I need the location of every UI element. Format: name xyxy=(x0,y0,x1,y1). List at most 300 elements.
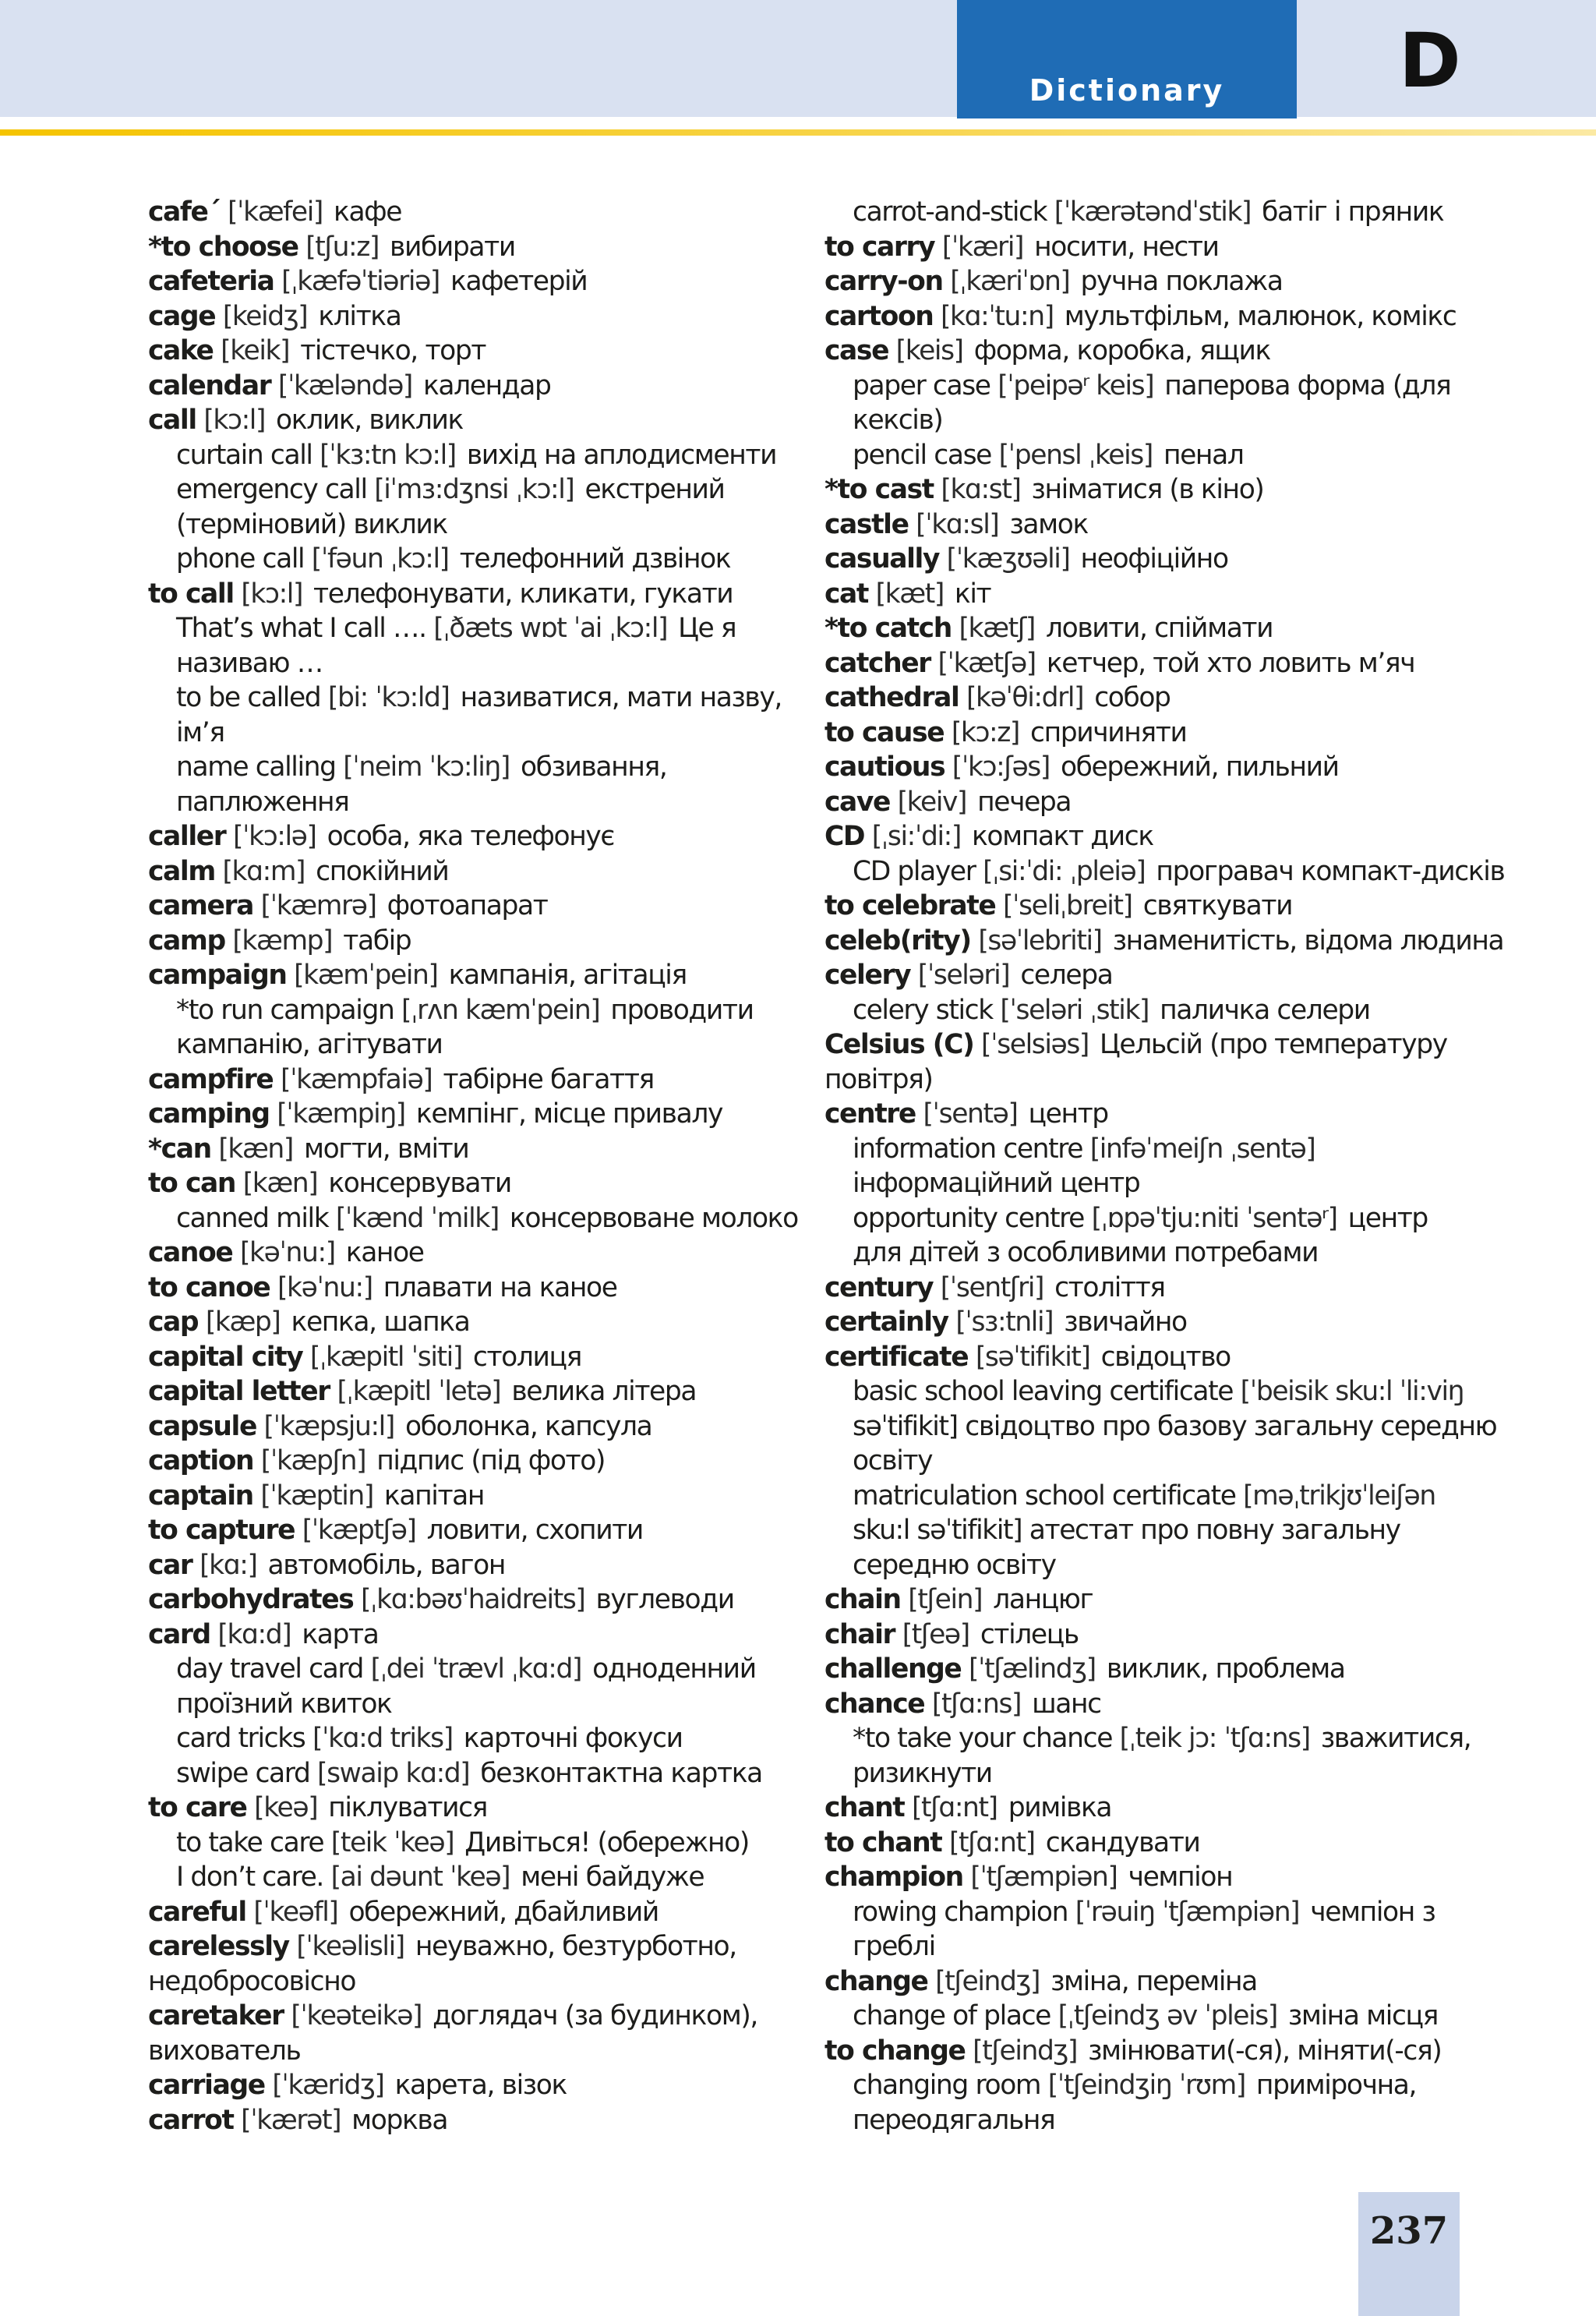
headword: cap xyxy=(148,1307,199,1338)
translation: особа, яка телефонує xyxy=(327,821,614,852)
sub-headword: changing room xyxy=(853,2070,1041,2101)
headword: to canoe xyxy=(148,1271,270,1303)
transcription: [ˈkænd ˈmilk] xyxy=(335,1202,499,1234)
transcription: [tʃɑ:nt] xyxy=(911,1792,998,1823)
sub-headword: opportunity centre xyxy=(853,1202,1084,1234)
sub-entry xyxy=(824,1895,1510,1930)
dictionary-entry xyxy=(148,1479,834,1514)
headword: carrot xyxy=(148,2104,234,2136)
entry-continuation: інформаційний центр xyxy=(853,1168,1140,1199)
dictionary-entry xyxy=(824,507,1510,543)
section-letter: D xyxy=(1399,17,1461,104)
transcription: [tʃɑ:ns] xyxy=(931,1688,1022,1720)
translation: знаменитість, відома людина xyxy=(1112,925,1504,956)
translation: святкувати xyxy=(1142,890,1293,921)
entry-continuation: середню освіту xyxy=(853,1549,1056,1581)
translation: каное xyxy=(345,1237,424,1268)
dictionary-entry xyxy=(148,1271,834,1306)
headword: camping xyxy=(148,1098,270,1130)
dictionary-entry xyxy=(148,1582,834,1618)
translation: проводити xyxy=(610,994,754,1026)
translation: чемпіон з xyxy=(1310,1896,1435,1928)
dictionary-entry xyxy=(148,230,834,265)
translation: могти, вміти xyxy=(303,1133,469,1165)
transcription: [ˌkɑ:bəʊˈhaidreits] xyxy=(361,1584,585,1615)
translation: доглядач (за будинком), xyxy=(433,2000,757,2031)
transcription: [kɔ:l] xyxy=(241,578,303,610)
sub-headword: I don’t care. xyxy=(176,1862,324,1893)
headword: caller xyxy=(148,821,226,852)
translation: мені байдуже xyxy=(521,1862,704,1893)
translation: кетчер, той хто ловить м’яч xyxy=(1046,647,1415,679)
dictionary-entry xyxy=(824,681,1510,716)
translation: капітан xyxy=(383,1480,485,1512)
sub-headword: matriculation school certificate xyxy=(853,1480,1236,1512)
sub-entry xyxy=(824,1374,1510,1409)
sub-entry xyxy=(148,681,834,716)
translation: Це я xyxy=(678,613,736,644)
transcription: [ˌdei ˈtrævl ˌkɑ:d] xyxy=(370,1653,582,1685)
translation: носити, нести xyxy=(1034,231,1219,263)
dictionary-entry xyxy=(148,403,834,438)
headword: cage xyxy=(148,300,216,332)
dictionary-entry xyxy=(148,1513,834,1548)
transcription: [ˈsentə] xyxy=(923,1098,1018,1130)
translation: римівка xyxy=(1008,1792,1112,1823)
translation: ланцюг xyxy=(993,1584,1093,1615)
transcription: [ˈneim ˈkɔ:liŋ] xyxy=(343,751,510,783)
dictionary-entry xyxy=(148,924,834,959)
translation: кампанія, агітація xyxy=(448,960,687,991)
translation: шанс xyxy=(1032,1688,1101,1720)
translation: виклик, проблема xyxy=(1106,1653,1345,1685)
translation: телефонний дзвінок xyxy=(459,543,731,575)
dictionary-entry xyxy=(824,924,1510,959)
sub-headword: curtain call xyxy=(176,439,312,471)
dictionary-entry xyxy=(824,646,1510,681)
headword: to can xyxy=(148,1168,236,1199)
sub-headword: day travel card xyxy=(176,1653,364,1685)
headword: casually xyxy=(824,543,940,575)
translation: кемпінг, місце привалу xyxy=(415,1098,722,1130)
transcription: [ˈkæridʒ] xyxy=(272,2070,384,2101)
headword: certainly xyxy=(824,1307,948,1338)
headword: castle xyxy=(824,508,909,540)
sub-headword: change of place xyxy=(853,2000,1050,2031)
transcription: [ˌtʃeindʒ əv ˈpleis] xyxy=(1058,2000,1277,2031)
entry-continuation: повітря) xyxy=(824,1063,933,1095)
dictionary-entry xyxy=(824,334,1510,369)
headword: capital city xyxy=(148,1341,303,1373)
transcription: [ˈkæʒʊəli] xyxy=(946,543,1070,575)
dictionary-entry xyxy=(824,230,1510,265)
transcription: [ˌkæfəˈtiəriə] xyxy=(281,266,440,297)
translation: вихід на аплодисменти xyxy=(466,439,777,471)
headword: caption xyxy=(148,1445,254,1476)
transcription: [kɔ:z] xyxy=(951,716,1019,748)
translation: підпис (під фото) xyxy=(376,1445,606,1476)
translation: кепка, шапка xyxy=(291,1307,470,1338)
transcription: [ˈkɔ:lə] xyxy=(232,821,316,852)
headword: CD xyxy=(824,821,865,852)
dictionary-entry xyxy=(148,958,834,993)
headword: certificate xyxy=(824,1341,969,1373)
dictionary-entry xyxy=(148,1166,834,1201)
dictionary-entry xyxy=(148,577,834,612)
translation: фотоапарат xyxy=(387,890,548,921)
transcription: [ˈbeisik sku:l ˈli:viŋ xyxy=(1240,1376,1464,1407)
translation: карта xyxy=(302,1618,379,1650)
translation: століття xyxy=(1054,1271,1165,1303)
headword: carry-on xyxy=(824,266,943,297)
dictionary-entry xyxy=(148,334,834,369)
headword: champion xyxy=(824,1862,963,1893)
dictionary-entry xyxy=(148,299,834,334)
dictionary-entry xyxy=(148,369,834,404)
translation: Цельсій (про температуру xyxy=(1100,1029,1447,1060)
headword: cave xyxy=(824,786,891,818)
dictionary-entry xyxy=(824,299,1510,334)
sub-headword: rowing champion xyxy=(853,1896,1068,1928)
transcription: [səˈtifikit] xyxy=(975,1341,1090,1373)
sub-entry xyxy=(148,542,834,577)
translation: обережний, дбайливий xyxy=(348,1896,659,1928)
headword: cautious xyxy=(824,751,945,783)
translation: морква xyxy=(351,2104,448,2136)
transcription: [kæmp] xyxy=(232,925,333,956)
headword: *to catch xyxy=(824,613,952,644)
headword: carelessly xyxy=(148,1931,289,1962)
headword: caretaker xyxy=(148,2000,284,2031)
translation: одноденний xyxy=(592,1653,756,1685)
transcription: [tʃeindʒ] xyxy=(935,1965,1040,1997)
transcription: [ˈkæfei] xyxy=(227,196,323,228)
transcription: [ˈtʃælindʒ] xyxy=(968,1653,1096,1685)
headword: chant xyxy=(824,1792,905,1823)
sub-entry xyxy=(148,1826,834,1861)
translation: велика літера xyxy=(511,1376,697,1407)
transcription: [ˌðæts wɒt ˈai ˌkɔ:l] xyxy=(433,613,668,644)
transcription: [ai dəunt ˈkeə] xyxy=(330,1862,510,1893)
transcription: [ˈkæmrə] xyxy=(260,890,376,921)
sub-entry xyxy=(824,1999,1510,2034)
headword: centre xyxy=(824,1098,916,1130)
transcription: [swaip kɑ:d] xyxy=(317,1757,470,1789)
transcription: [infəˈmeiʃn ˌsentə] xyxy=(1089,1133,1315,1165)
transcription: [ˈkɔ:ʃəs] xyxy=(952,751,1050,783)
sub-headword: celery stick xyxy=(853,994,993,1026)
transcription: [ˈpensl ˌkeis] xyxy=(998,439,1153,471)
transcription: [ˈkeəteikə] xyxy=(291,2000,422,2031)
headword: calendar xyxy=(148,369,271,401)
transcription: [ˈkɑ:d triks] xyxy=(312,1723,453,1754)
headword: cartoon xyxy=(824,300,934,332)
translation: центр xyxy=(1347,1202,1428,1234)
translation: тістечко, торт xyxy=(300,335,486,366)
transcription: [kəˈnu:] xyxy=(239,1237,335,1268)
transcription: [ˌrʌn kæmˈpein] xyxy=(401,994,600,1026)
transcription: [ˈkæmpiŋ] xyxy=(277,1098,405,1130)
translation: табірне багаття xyxy=(443,1063,654,1095)
transcription: [ˈrəuiŋ ˈtʃæmpiən] xyxy=(1075,1896,1300,1928)
translation: центр xyxy=(1028,1098,1108,1130)
transcription: [ˈkætʃə] xyxy=(937,647,1036,679)
transcription: [ˈkæmpfaiə] xyxy=(281,1063,433,1095)
headword: canoe xyxy=(148,1237,233,1268)
translation: обзивання, xyxy=(520,751,667,783)
translation: календар xyxy=(422,369,551,401)
transcription: [ˈsɜ:tnli] xyxy=(955,1307,1054,1338)
translation: ловити, схопити xyxy=(426,1515,643,1546)
dictionary-entry xyxy=(148,264,834,299)
headword: campaign xyxy=(148,960,287,991)
transcription: [keis] xyxy=(895,335,963,366)
headword: to chant xyxy=(824,1826,942,1858)
dictionary-entry xyxy=(148,1444,834,1479)
sub-entry xyxy=(148,1721,834,1756)
headword: car xyxy=(148,1549,192,1581)
page-number: 237 xyxy=(1369,2209,1449,2253)
translation: скандувати xyxy=(1045,1826,1200,1858)
sub-entry xyxy=(824,1201,1510,1236)
dictionary-entry xyxy=(148,1340,834,1375)
headword: card xyxy=(148,1618,210,1650)
translation: оболонка, капсула xyxy=(404,1410,652,1442)
headword: catcher xyxy=(824,647,930,679)
headword: challenge xyxy=(824,1653,962,1685)
sub-headword: canned milk xyxy=(176,1202,329,1234)
translation: неофіційно xyxy=(1080,543,1228,575)
transcription: [kɑ:] xyxy=(200,1549,257,1581)
transcription: [keik] xyxy=(221,335,290,366)
transcription: [ˈkæpʃn] xyxy=(260,1445,366,1476)
transcription: [keiv] xyxy=(897,786,967,818)
dictionary-entry xyxy=(148,1374,834,1409)
transcription: [ˌsi:ˈdi:] xyxy=(871,821,961,852)
transcription: [ˈselsiəs] xyxy=(981,1029,1089,1060)
dictionary-entry xyxy=(148,2068,834,2103)
dictionary-entry xyxy=(148,1305,834,1340)
translation: ловити, спіймати xyxy=(1045,613,1273,644)
headword: to change xyxy=(824,2035,966,2067)
headword: celeb(rity) xyxy=(824,925,971,956)
translation: собор xyxy=(1094,682,1171,713)
section-title: Dictionary xyxy=(1029,73,1225,108)
translation: чемпіон xyxy=(1128,1862,1233,1893)
transcription: [tʃein] xyxy=(908,1584,983,1615)
translation: неуважно, безтурботно, xyxy=(415,1931,736,1962)
dictionary-entry xyxy=(148,1618,834,1653)
transcription: [tʃu:z] xyxy=(305,231,380,263)
transcription: [kəˈnu:] xyxy=(277,1271,373,1303)
dictionary-entry xyxy=(824,1027,1510,1063)
translation: свідоцтво xyxy=(1100,1341,1231,1373)
headword: *to choose xyxy=(148,231,298,263)
dictionary-entry xyxy=(824,1860,1510,1895)
dictionary-entry xyxy=(824,889,1510,924)
header-rule xyxy=(0,129,1596,136)
translation: ручна поклажа xyxy=(1080,266,1283,297)
headword: camp xyxy=(148,925,225,956)
entry-continuation: ризикнути xyxy=(853,1757,992,1789)
dictionary-entry xyxy=(824,785,1510,820)
entry-continuation: греблі xyxy=(853,1931,935,1962)
translation: піклуватися xyxy=(328,1792,488,1823)
translation: форма, коробка, ящик xyxy=(973,335,1270,366)
dictionary-entry xyxy=(824,264,1510,299)
transcription: [ˌkæpitl ˈsiti] xyxy=(309,1341,462,1373)
transcription: [ˈsentʃri] xyxy=(940,1271,1044,1303)
sub-headword: to be called xyxy=(176,682,321,713)
headword: cafeteria xyxy=(148,266,274,297)
entry-continuation: переодягальня xyxy=(853,2104,1055,2136)
sub-headword: information centre xyxy=(853,1133,1083,1165)
transcription: [tʃɑ:nt] xyxy=(948,1826,1035,1858)
translation: кафетерій xyxy=(450,266,588,297)
translation: клітка xyxy=(318,300,401,332)
dictionary-entry xyxy=(824,716,1510,751)
headword: to carry xyxy=(824,231,935,263)
entry-continuation: səˈtifikit] свідоцтво про базову загальну середню xyxy=(853,1410,1497,1442)
sub-entry xyxy=(824,993,1510,1028)
sub-headword: emergency call xyxy=(176,474,367,505)
translation: Дивіться! (обережно) xyxy=(464,1826,749,1858)
translation: називатися, мати назву, xyxy=(460,682,782,713)
transcription: [ˌteik jɔ: ˈtʃɑ:ns] xyxy=(1119,1723,1310,1754)
sub-entry xyxy=(148,1201,834,1236)
headword: camera xyxy=(148,890,253,921)
transcription: [məˌtrikjʊˈleiʃən xyxy=(1243,1480,1435,1512)
sub-entry xyxy=(824,1479,1510,1514)
translation: зважитися, xyxy=(1320,1723,1471,1754)
translation: спокійний xyxy=(316,855,449,887)
entry-continuation: ім’я xyxy=(176,716,224,748)
transcription: [kɑ:st] xyxy=(941,474,1021,505)
entry-continuation: sku:l səˈtifikit] атестат про повну загальну xyxy=(853,1515,1400,1546)
transcription: [ˈkæri] xyxy=(941,231,1024,263)
transcription: [kæn] xyxy=(218,1133,293,1165)
sub-entry xyxy=(148,993,834,1028)
translation: екстрений xyxy=(584,474,725,505)
transcription: [teik ˈkeə] xyxy=(330,1826,454,1858)
transcription: [ˈtʃeindʒiŋ ˈrʊm] xyxy=(1047,2070,1245,2101)
headword: chair xyxy=(824,1618,895,1650)
dictionary-entry xyxy=(824,1964,1510,2000)
dictionary-entry xyxy=(824,1340,1510,1375)
transcription: [keə] xyxy=(254,1792,318,1823)
sub-headword: phone call xyxy=(176,543,305,575)
headword: capital letter xyxy=(148,1376,330,1407)
transcription: [ˈseliˌbreit] xyxy=(1002,890,1132,921)
translation: оклик, виклик xyxy=(276,405,463,436)
entry-continuation: освіту xyxy=(853,1445,933,1476)
transcription: [ˈseləri] xyxy=(917,960,1010,991)
translation: мультфільм, малюнок, комікс xyxy=(1064,300,1457,332)
dictionary-entry xyxy=(824,1687,1510,1722)
dictionary-entry xyxy=(148,1132,834,1167)
transcription: [ˈkɑ:sl] xyxy=(916,508,999,540)
dictionary-entry xyxy=(824,958,1510,993)
dictionary-entry xyxy=(148,1895,834,1930)
headword: chance xyxy=(824,1688,925,1720)
sub-entry xyxy=(824,2068,1510,2103)
headword: Celsius (C) xyxy=(824,1029,974,1060)
entry-continuation: проїзний квиток xyxy=(176,1688,392,1720)
transcription: [kæp] xyxy=(205,1307,281,1338)
dictionary-entry xyxy=(148,1063,834,1098)
sub-entry xyxy=(148,1652,834,1687)
headword: change xyxy=(824,1965,928,1997)
sub-entry xyxy=(148,438,834,473)
entry-continuation: (терміновий) виклик xyxy=(176,508,447,540)
translation: звичайно xyxy=(1064,1307,1187,1338)
transcription: [ˈkærət] xyxy=(241,2104,341,2136)
transcription: [tʃeindʒ] xyxy=(973,2035,1078,2067)
translation: кіт xyxy=(954,578,991,610)
transcription: [ˈseləri ˌstik] xyxy=(1000,994,1149,1026)
headword: capsule xyxy=(148,1410,256,1442)
dictionary-entry xyxy=(148,195,834,230)
translation: примірочна, xyxy=(1255,2070,1417,2101)
translation: безконтактна картка xyxy=(480,1757,762,1789)
transcription: [ˌsi:ˈdi: ˌpleiə] xyxy=(983,855,1146,887)
translation: програвач компакт-дисків xyxy=(1156,855,1505,887)
headword: century xyxy=(824,1271,934,1303)
headword: to call xyxy=(148,578,234,610)
headword: call xyxy=(148,405,196,436)
translation: консервоване молоко xyxy=(509,1202,798,1234)
transcription: [ˈkæptʃə] xyxy=(302,1515,416,1546)
headword: campfire xyxy=(148,1063,274,1095)
headword: chain xyxy=(824,1584,901,1615)
entry-continuation: для дітей з особливими потребами xyxy=(853,1237,1319,1268)
transcription: [ˈtʃæmpiən] xyxy=(970,1862,1118,1893)
dictionary-entry xyxy=(148,1791,834,1826)
translation: зміна, переміна xyxy=(1050,1965,1257,1997)
sub-entry xyxy=(824,1132,1510,1167)
headword: cafe´ xyxy=(148,196,221,228)
sub-entry xyxy=(824,1721,1510,1756)
transcription: [kæt] xyxy=(875,578,944,610)
translation: столиця xyxy=(472,1341,581,1373)
dictionary-entry xyxy=(824,750,1510,785)
entry-continuation: називаю … xyxy=(176,647,323,679)
transcription: [kɑ:m] xyxy=(222,855,305,887)
sub-entry xyxy=(824,369,1510,404)
translation: автомобіль, вагон xyxy=(267,1549,506,1581)
sub-headword: pencil case xyxy=(853,439,992,471)
headword: cat xyxy=(824,578,869,610)
sub-entry xyxy=(148,1860,834,1895)
sub-entry xyxy=(824,195,1510,230)
transcription: [ˈkɜ:tn kɔ:l] xyxy=(320,439,456,471)
transcription: [bi: ˈkɔ:ld] xyxy=(327,682,450,713)
sub-headword: name calling xyxy=(176,751,336,783)
translation: карточні фокуси xyxy=(463,1723,683,1754)
headword: to capture xyxy=(148,1515,295,1546)
translation: консервувати xyxy=(328,1168,511,1199)
translation: змінювати(-ся), міняти(-ся) xyxy=(1088,2035,1442,2067)
dictionary-entry xyxy=(824,1652,1510,1687)
transcription: [keidʒ] xyxy=(222,300,308,332)
dictionary-entry xyxy=(824,542,1510,577)
transcription: [tʃeə] xyxy=(902,1618,969,1650)
entry-continuation: кампанію, агітувати xyxy=(176,1029,443,1060)
dictionary-entry xyxy=(148,1929,834,1964)
headword: case xyxy=(824,335,889,366)
translation: плавати на каное xyxy=(383,1271,617,1303)
sub-entry xyxy=(148,611,834,646)
